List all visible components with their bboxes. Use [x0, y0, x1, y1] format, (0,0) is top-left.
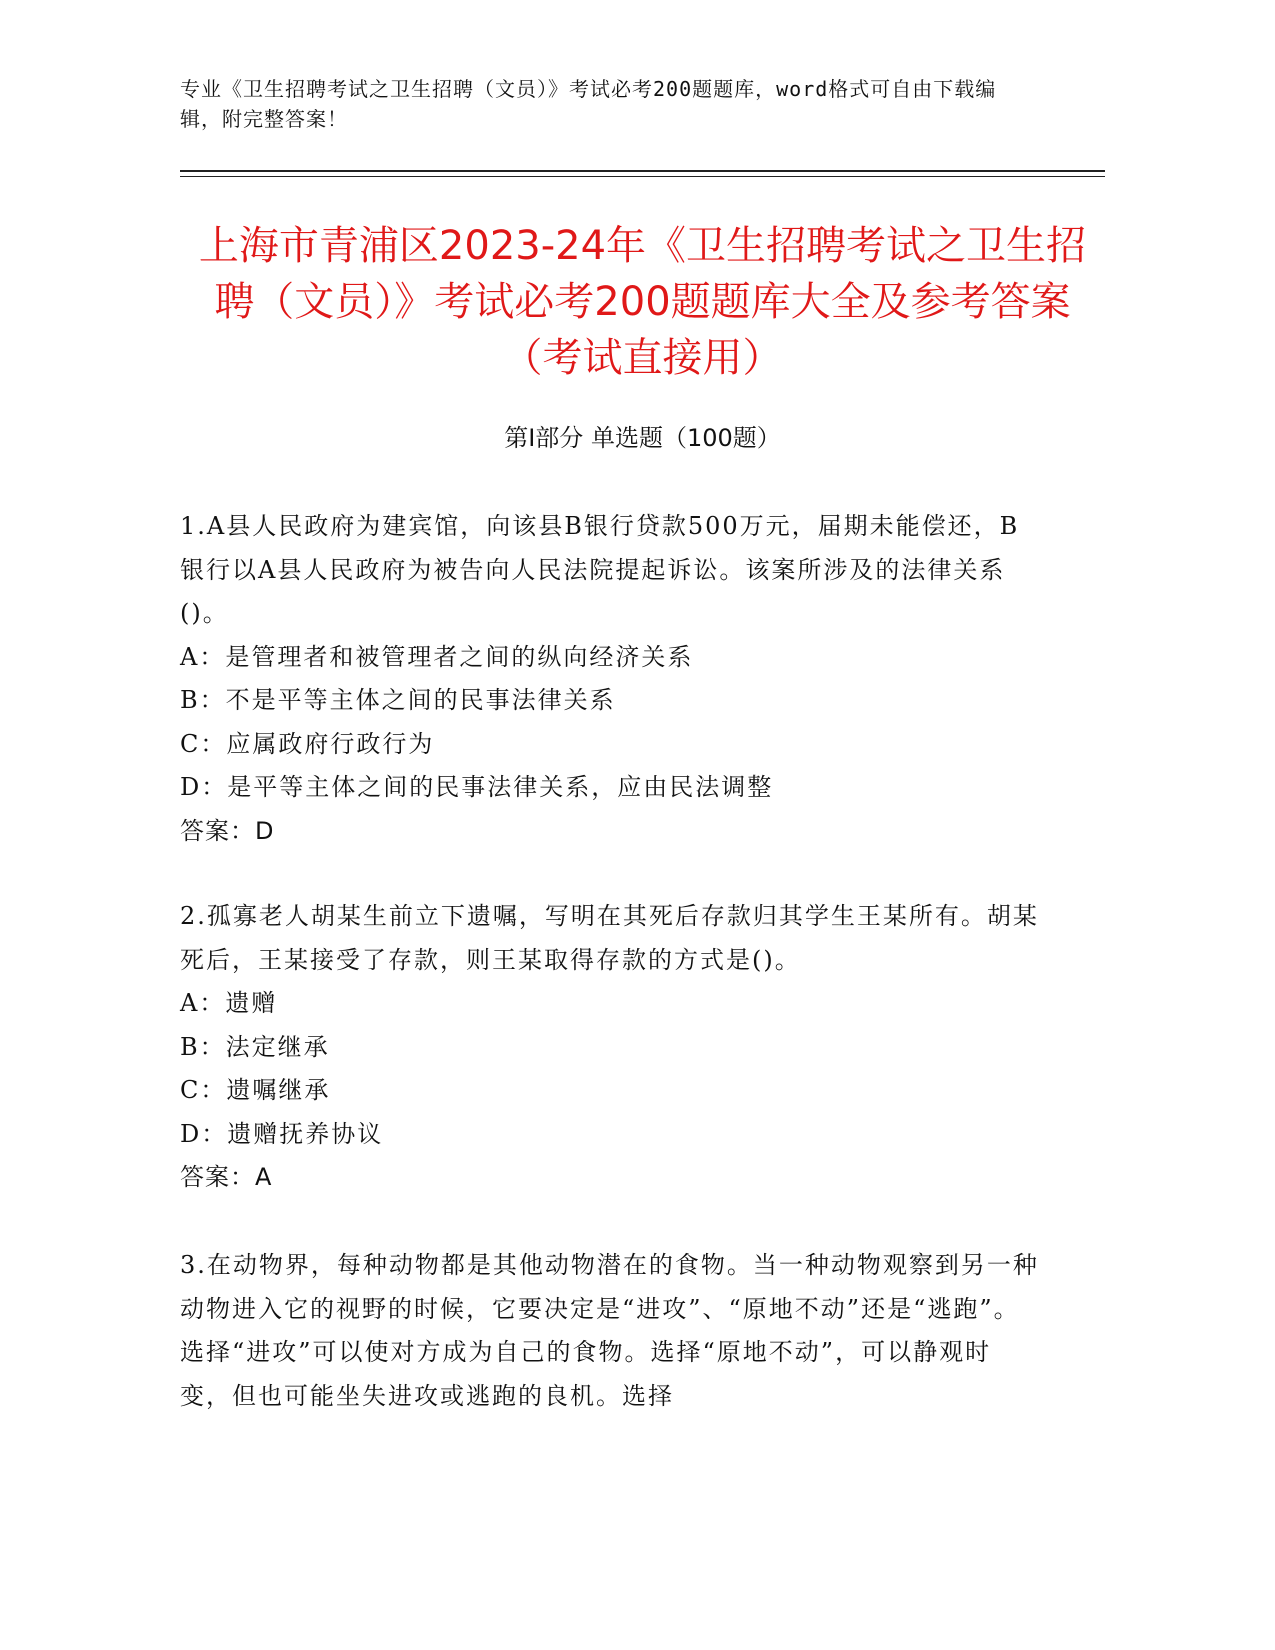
question-item	[180, 1244, 1040, 1418]
header-divider-thick	[180, 170, 1105, 172]
question-item	[180, 895, 1040, 1200]
option-a: A：遗赠	[180, 989, 278, 1017]
header-divider-thin	[180, 176, 1105, 177]
question-stem: 2.孤寡老人胡某生前立下遗嘱，写明在其死后存款归其学生王某所有。胡某死后，王某接受了存款，则王某取得存款的方式是()。	[180, 902, 1039, 974]
option-b: B：法定继承	[180, 1032, 330, 1061]
answer-line: 答案：D	[180, 816, 275, 845]
document-page	[180, 0, 1110, 1650]
option-c: C：遗嘱继承	[180, 1076, 331, 1104]
question-stem: 1.A县人民政府为建宾馆，向该县B银行贷款500万元，届期未能偿还，B银行以A县人民政府为被告向人民法院提起诉讼。该案所涉及的法律关系()。	[180, 512, 1020, 627]
option-d: D：遗赠抚养协议	[180, 1119, 384, 1148]
question-item	[180, 505, 1040, 853]
section-heading: 第Ⅰ部分 单选题（100题）	[504, 424, 781, 452]
header-intro: 专业《卫生招聘考试之卫生招聘（文员）》考试必考200题题库，word格式可自由下载编辑，附完整答案！	[180, 77, 997, 131]
option-b: B：不是平等主体之间的民事法律关系	[180, 686, 616, 714]
option-a: A：是管理者和被管理者之间的纵向经济关系	[180, 642, 694, 671]
answer-line: 答案：A	[180, 1163, 273, 1191]
document-title: 上海市青浦区2023-24年《卫生招聘考试之卫生招聘（文员）》考试必考200题题库大全及参考答案（考试直接用）	[198, 223, 1087, 381]
question-stem: 3.在动物界，每种动物都是其他动物潜在的食物。当一种动物观察到另一种动物进入它的视野的时候，它要决定是“进攻”、“原地不动”还是“逃跑”。选择“进攻”可以使对方成为自己的食物。选择“原地不动”，可以静观时变，但也可能坐失进攻或逃跑的良机。选择	[180, 1251, 1039, 1410]
option-d: D：是平等主体之间的民事法律关系，应由民法调整	[180, 773, 774, 801]
option-c: C：应属政府行政行为	[180, 729, 435, 758]
